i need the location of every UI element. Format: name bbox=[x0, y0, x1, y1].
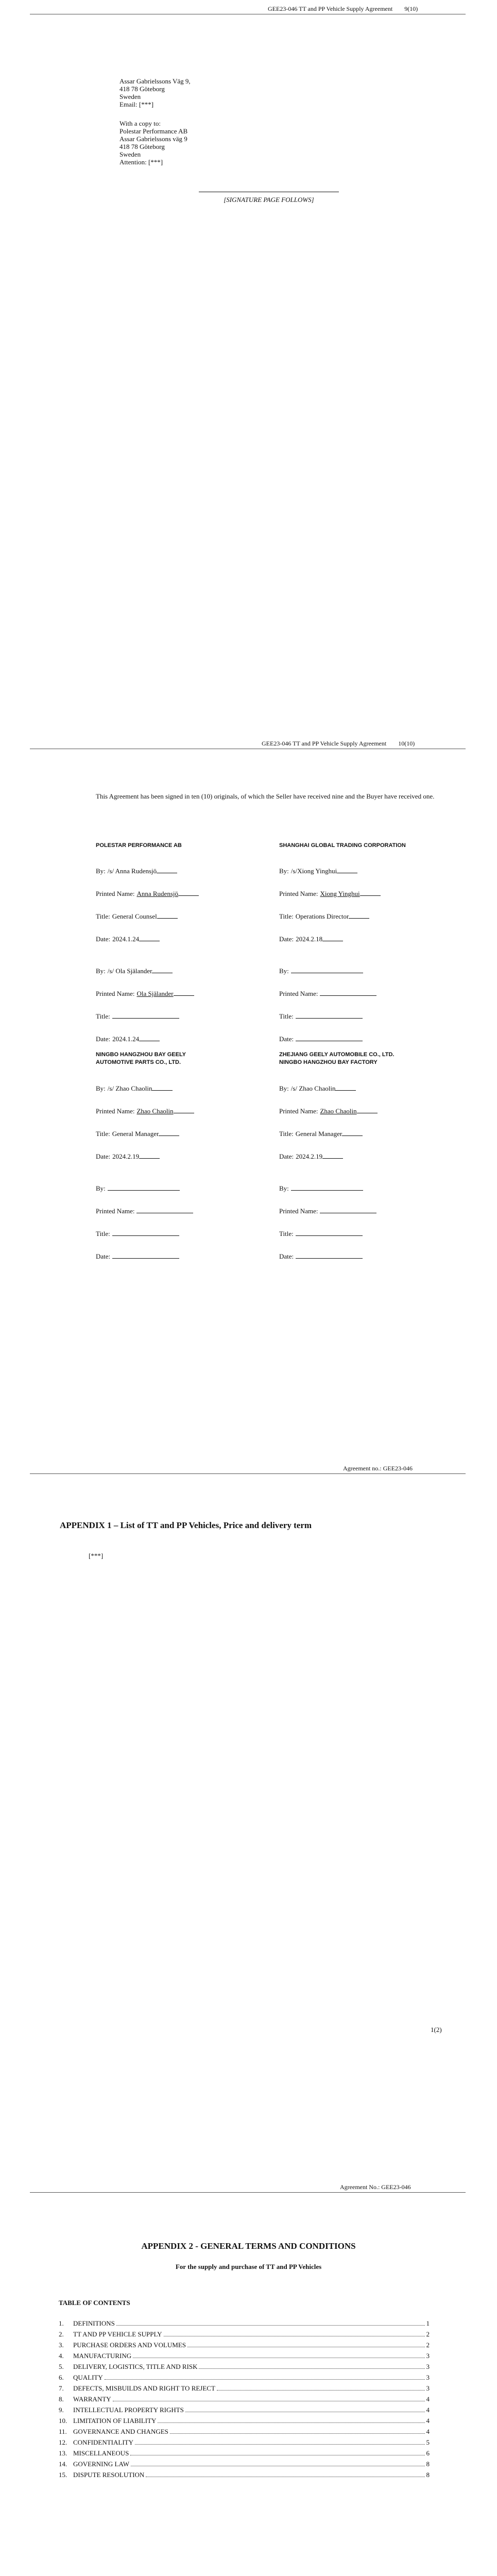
signature-title-label: Title: bbox=[279, 1230, 294, 1238]
signature-by-line bbox=[279, 1084, 356, 1093]
toc-entry-page: 2 bbox=[426, 2341, 430, 2349]
toc-entry-page: 5 bbox=[426, 2438, 430, 2446]
address-line: Polestar Performance AB bbox=[119, 127, 188, 135]
signature-date-label: Date: bbox=[96, 935, 111, 943]
toc-entry-number: 14. bbox=[59, 2460, 67, 2468]
signature-by-line-label: By: bbox=[96, 867, 106, 875]
address-line: With a copy to: bbox=[119, 120, 161, 127]
signature-printed-name bbox=[279, 989, 376, 998]
blank-line bbox=[139, 1035, 160, 1041]
toc-entry bbox=[59, 2341, 430, 2351]
address-line: 418 78 Göteborg bbox=[119, 143, 165, 150]
signature-printed-name-label: Printed Name: bbox=[279, 990, 318, 997]
appendix2-header: Agreement No.: GEE23-046 bbox=[340, 2183, 411, 2191]
toc-entry-number: 15. bbox=[59, 2471, 67, 2479]
blank-line bbox=[139, 935, 160, 941]
signature-by-line bbox=[279, 1184, 363, 1193]
signature-by-line-label: By: bbox=[279, 1084, 289, 1092]
blank-line bbox=[178, 889, 199, 896]
party-name bbox=[96, 1051, 186, 1066]
address-line: Attention: [***] bbox=[119, 158, 163, 166]
signature-date bbox=[96, 1152, 160, 1161]
signature-title bbox=[279, 912, 369, 921]
toc-entry-number: 1. bbox=[59, 2319, 64, 2327]
toc-entry bbox=[59, 2374, 430, 2384]
blank-line bbox=[157, 867, 177, 873]
blank-line bbox=[296, 1252, 363, 1259]
signature-title-value: General Manager bbox=[112, 1130, 159, 1138]
toc-leader-dots bbox=[170, 2428, 425, 2434]
signature-title-label: Title: bbox=[96, 1012, 110, 1020]
toc-entry-number: 12. bbox=[59, 2438, 67, 2446]
toc-leader-dots bbox=[130, 2450, 424, 2455]
party-name-line: NINGBO HANGZHOU BAY GEELY bbox=[96, 1052, 186, 1058]
signature-title-value: General Counsel bbox=[112, 912, 157, 920]
signature-printed-name bbox=[96, 1207, 193, 1215]
signature-title bbox=[279, 1012, 363, 1021]
toc-entry bbox=[59, 2417, 430, 2427]
signature-printed-name bbox=[279, 889, 381, 898]
toc-leader-dots bbox=[116, 2320, 425, 2326]
party-name-line: AUTOMOTIVE PARTS CO., LTD. bbox=[96, 1059, 181, 1065]
signature-by-line-value: /s/ Ola Själander bbox=[107, 967, 152, 975]
toc-entry-title: GOVERNANCE AND CHANGES bbox=[73, 2428, 168, 2435]
signature-printed-name-value: Zhao Chaolin bbox=[136, 1107, 174, 1115]
toc-entry bbox=[59, 2471, 430, 2481]
toc-entry bbox=[59, 2363, 430, 2373]
signature-date-value: 2024.2.19 bbox=[296, 1153, 323, 1160]
signature-printed-name-label: Printed Name: bbox=[96, 1107, 135, 1115]
signature-by-line bbox=[96, 967, 173, 975]
blank-line bbox=[112, 1229, 179, 1236]
signature-title bbox=[96, 1012, 179, 1021]
signature-title-label: Title: bbox=[96, 1130, 110, 1138]
party-name bbox=[279, 842, 406, 850]
signature-title-label: Title: bbox=[279, 1130, 294, 1138]
signature-date-label: Date: bbox=[96, 1153, 111, 1160]
toc-entry bbox=[59, 2438, 430, 2449]
signature-title-value: General Manager bbox=[295, 1130, 342, 1138]
toc-entry-page: 4 bbox=[426, 2395, 430, 2403]
toc-entry-title: TT AND PP VEHICLE SUPPLY bbox=[73, 2330, 162, 2338]
blank-line bbox=[360, 889, 381, 896]
toc-entry bbox=[59, 2449, 430, 2460]
blank-line bbox=[291, 967, 363, 973]
signature-printed-name bbox=[279, 1107, 378, 1115]
toc-entry-page: 3 bbox=[426, 2384, 430, 2392]
blank-line bbox=[335, 1084, 356, 1091]
signature-printed-name-value: Ola Själander bbox=[136, 990, 174, 997]
blank-line bbox=[320, 989, 376, 996]
signature-printed-name-label: Printed Name: bbox=[279, 890, 318, 897]
signature-by-line-label: By: bbox=[96, 1084, 106, 1092]
signature-date-value: 2024.1.24 bbox=[112, 1035, 140, 1043]
party-name-line: SHANGHAI GLOBAL TRADING CORPORATION bbox=[279, 842, 406, 849]
toc-entry bbox=[59, 2395, 430, 2405]
signature-printed-name-value: Anna Rudensjö bbox=[136, 890, 178, 897]
signature-date-label: Date: bbox=[279, 1252, 294, 1260]
signature-printed-name-label: Printed Name: bbox=[96, 990, 135, 997]
toc-entry-title: CONFIDENTIALITY bbox=[73, 2438, 133, 2446]
blank-line bbox=[159, 1129, 179, 1136]
toc-entry-page: 4 bbox=[426, 2406, 430, 2414]
toc-leader-dots bbox=[187, 2342, 425, 2347]
signature-printed-name-label: Printed Name: bbox=[96, 1207, 135, 1215]
toc-leader-dots bbox=[135, 2439, 425, 2445]
page10-header bbox=[262, 740, 415, 748]
toc-leader-dots bbox=[146, 2471, 424, 2477]
toc-entry-number: 6. bbox=[59, 2374, 64, 2381]
blank-line bbox=[157, 912, 178, 919]
signature-by-line bbox=[279, 967, 363, 975]
blank-line bbox=[136, 1207, 193, 1213]
signature-by-line-label: By: bbox=[96, 1184, 106, 1192]
toc-entry-page: 6 bbox=[426, 2449, 430, 2457]
toc-leader-dots bbox=[113, 2396, 425, 2401]
blank-line bbox=[320, 1207, 376, 1213]
signature-title-label: Title: bbox=[279, 1012, 294, 1020]
signature-by-line-label: By: bbox=[279, 867, 289, 875]
address-line: Sweden bbox=[119, 93, 141, 100]
address-line: Sweden bbox=[119, 150, 141, 158]
toc-entry-page: 2 bbox=[426, 2330, 430, 2338]
toc-heading: TABLE OF CONTENTS bbox=[59, 2299, 130, 2307]
signature-date-label: Date: bbox=[279, 1153, 294, 1160]
signature-by-line-label: By: bbox=[279, 967, 289, 975]
toc-entry bbox=[59, 2352, 430, 2362]
blank-line bbox=[112, 1012, 179, 1019]
party-name-line: POLESTAR PERFORMANCE AB bbox=[96, 842, 182, 849]
signature-date-label: Date: bbox=[96, 1252, 111, 1260]
signature-title bbox=[96, 1129, 179, 1138]
blank-line bbox=[296, 1035, 363, 1041]
toc-leader-dots bbox=[217, 2385, 425, 2391]
toc-entry-number: 5. bbox=[59, 2363, 64, 2370]
page9-header bbox=[268, 5, 418, 13]
toc-leader-dots bbox=[133, 2352, 424, 2358]
blank-line bbox=[322, 1152, 343, 1159]
signature-by-line-value: /s/ Zhao Chaolin bbox=[290, 1084, 336, 1092]
signature-by-line-value: /s/ Zhao Chaolin bbox=[107, 1084, 152, 1092]
toc-entry-page: 4 bbox=[426, 2428, 430, 2435]
blank-line bbox=[291, 1184, 363, 1191]
toc-leader-dots bbox=[185, 2406, 425, 2412]
toc-entry-page: 8 bbox=[426, 2471, 430, 2479]
toc-entry-title: LIMITATION OF LIABILITY bbox=[73, 2417, 157, 2425]
toc-entry-page: 8 bbox=[426, 2460, 430, 2468]
signature-date bbox=[279, 935, 343, 943]
toc-entry-number: 11. bbox=[59, 2428, 67, 2435]
signature-by-line bbox=[96, 1084, 173, 1093]
toc-entry-page: 4 bbox=[426, 2417, 430, 2425]
toc-entry-title: DELIVERY, LOGISTICS, TITLE AND RISK bbox=[73, 2363, 198, 2370]
blank-line bbox=[174, 989, 194, 996]
address-line: Email: [***] bbox=[119, 100, 154, 108]
signature-by-line bbox=[96, 1184, 180, 1193]
blank-line bbox=[342, 1129, 363, 1136]
signature-by-line-value: /s/Xiong Yinghui bbox=[290, 867, 337, 875]
blank-line bbox=[108, 1184, 180, 1191]
signature-printed-name-value: Xiong Yinghui bbox=[320, 890, 360, 897]
appendix1-title: APPENDIX 1 – List of TT and PP Vehicles, Price and delivery term bbox=[60, 1520, 312, 1530]
blank-line bbox=[357, 1107, 378, 1113]
blank-line bbox=[174, 1107, 194, 1113]
address-line: 418 78 Göteborg bbox=[119, 85, 165, 93]
address-block-primary bbox=[119, 77, 191, 108]
page9-header-title: GEE23-046 TT and PP Vehicle Supply Agreement bbox=[268, 5, 393, 12]
toc-entry bbox=[59, 2319, 430, 2330]
signature-by-line bbox=[96, 867, 177, 875]
toc-entry bbox=[59, 2384, 430, 2395]
toc-entry-title: WARRANTY bbox=[73, 2395, 111, 2403]
appendix1-page-number: 1(2) bbox=[431, 2026, 442, 2033]
signature-date-label: Date: bbox=[279, 935, 294, 943]
blank-line bbox=[139, 1152, 160, 1159]
toc-entry-title: DEFINITIONS bbox=[73, 2319, 115, 2327]
toc-entry-title: MISCELLANEOUS bbox=[73, 2449, 129, 2457]
signature-title-label: Title: bbox=[96, 912, 110, 920]
appendix2-header-rule bbox=[30, 2192, 466, 2193]
signature-date-value: 2024.2.19 bbox=[112, 1153, 140, 1160]
toc-entry-number: 8. bbox=[59, 2395, 64, 2403]
toc-leader-dots bbox=[131, 2461, 424, 2466]
address-line: Assar Gabrielssons Väg 9, bbox=[119, 77, 191, 85]
signature-date-value: 2024.1.24 bbox=[112, 935, 140, 943]
toc-entry-page: 1 bbox=[426, 2319, 430, 2327]
party-name-line: NINGBO HANGZHOU BAY FACTORY bbox=[279, 1059, 378, 1065]
signature-title bbox=[279, 1229, 363, 1238]
address-block-copy bbox=[119, 120, 187, 166]
signature-title bbox=[279, 1129, 363, 1138]
signature-page-follows: [SIGNATURE PAGE FOLLOWS] bbox=[224, 196, 314, 204]
appendix2-title: APPENDIX 2 - GENERAL TERMS AND CONDITIONS bbox=[141, 2241, 356, 2251]
toc-entry-number: 13. bbox=[59, 2449, 67, 2457]
toc-leader-dots bbox=[105, 2374, 425, 2380]
toc-entry-title: MANUFACTURING bbox=[73, 2352, 132, 2360]
toc-entry bbox=[59, 2428, 430, 2438]
signature-date bbox=[96, 1035, 160, 1043]
toc-entry-title: DISPUTE RESOLUTION bbox=[73, 2471, 145, 2479]
toc-entry bbox=[59, 2460, 430, 2470]
toc-leader-dots bbox=[199, 2363, 424, 2369]
signature-printed-name-label: Printed Name: bbox=[96, 890, 135, 897]
toc-entry-number: 4. bbox=[59, 2352, 64, 2360]
signature-printed-name bbox=[96, 889, 199, 898]
blank-line bbox=[322, 935, 343, 941]
toc-entry-page: 3 bbox=[426, 2374, 430, 2381]
toc-entry-title: INTELLECTUAL PROPERTY RIGHTS bbox=[73, 2406, 184, 2414]
party-name bbox=[96, 842, 182, 850]
toc-entry-number: 7. bbox=[59, 2384, 64, 2392]
toc-entry-number: 9. bbox=[59, 2406, 64, 2414]
toc-entry-number: 10. bbox=[59, 2417, 67, 2425]
toc-entry-number: 3. bbox=[59, 2341, 64, 2349]
blank-line bbox=[112, 1252, 179, 1259]
toc-entry-title: DEFECTS, MISBUILDS AND RIGHT TO REJECT bbox=[73, 2384, 215, 2392]
toc-entry-page: 3 bbox=[426, 2363, 430, 2370]
toc-entry-number: 2. bbox=[59, 2330, 64, 2338]
party-name bbox=[279, 1051, 395, 1066]
page10-header-title: GEE23-046 TT and PP Vehicle Supply Agreement bbox=[262, 740, 387, 747]
page9-page-number: 9(10) bbox=[404, 5, 418, 12]
blank-line bbox=[296, 1012, 363, 1019]
toc-leader-dots bbox=[164, 2331, 425, 2336]
signature-by-line-label: By: bbox=[279, 1184, 289, 1192]
toc-entry-title: PURCHASE ORDERS AND VOLUMES bbox=[73, 2341, 186, 2349]
toc-entry-title: GOVERNING LAW bbox=[73, 2460, 130, 2468]
signature-date bbox=[279, 1152, 343, 1161]
page10-footer-rule bbox=[30, 1473, 466, 1474]
signature-printed-name-value: Zhao Chaolin bbox=[320, 1107, 357, 1115]
toc-entry-title: QUALITY bbox=[73, 2374, 103, 2381]
signature-printed-name bbox=[279, 1207, 376, 1215]
signature-title-value: Operations Director bbox=[295, 912, 349, 920]
signature-title bbox=[96, 1229, 179, 1238]
signature-by-line-value: /s/ Anna Rudensjö bbox=[107, 867, 157, 875]
page10-page-number: 10(10) bbox=[398, 740, 415, 747]
party-name-line: ZHEJIANG GEELY AUTOMOBILE CO., LTD. bbox=[279, 1052, 395, 1058]
address-line: Assar Gabrielssons väg 9 bbox=[119, 135, 187, 143]
appendix2-subtitle: For the supply and purchase of TT and PP Vehicles bbox=[175, 2263, 322, 2270]
blank-line bbox=[152, 967, 173, 973]
signature-printed-name bbox=[96, 989, 194, 998]
blank-line bbox=[152, 1084, 173, 1091]
signature-title-label: Title: bbox=[279, 912, 294, 920]
page10-footer-agreement-no: Agreement no.: GEE23-046 bbox=[343, 1465, 413, 1472]
signature-date bbox=[279, 1035, 363, 1043]
blank-line bbox=[349, 912, 369, 919]
signature-by-line-label: By: bbox=[96, 967, 106, 975]
signature-printed-name bbox=[96, 1107, 194, 1115]
signature-printed-name-label: Printed Name: bbox=[279, 1207, 318, 1215]
toc-leader-dots bbox=[158, 2417, 424, 2423]
signature-date bbox=[96, 1252, 179, 1261]
signature-title-label: Title: bbox=[96, 1230, 110, 1238]
signature-date-label: Date: bbox=[96, 1035, 111, 1043]
signature-date-value: 2024.2.18 bbox=[296, 935, 323, 943]
toc-entry bbox=[59, 2406, 430, 2416]
signature-date bbox=[279, 1252, 363, 1261]
signature-date-label: Date: bbox=[279, 1035, 294, 1043]
signature-printed-name-label: Printed Name: bbox=[279, 1107, 318, 1115]
execution-intro: This Agreement has been signed in ten (10) originals, of which the Seller have received nine and the Buyer have received one. bbox=[96, 792, 435, 800]
toc-entry-page: 3 bbox=[426, 2352, 430, 2360]
toc-entry bbox=[59, 2330, 430, 2341]
blank-line bbox=[337, 867, 357, 873]
signature-title bbox=[96, 912, 178, 921]
blank-line bbox=[296, 1229, 363, 1236]
signature-by-line bbox=[279, 867, 357, 875]
appendix1-redacted-content: [***] bbox=[89, 1552, 104, 1560]
signature-date bbox=[96, 935, 160, 943]
